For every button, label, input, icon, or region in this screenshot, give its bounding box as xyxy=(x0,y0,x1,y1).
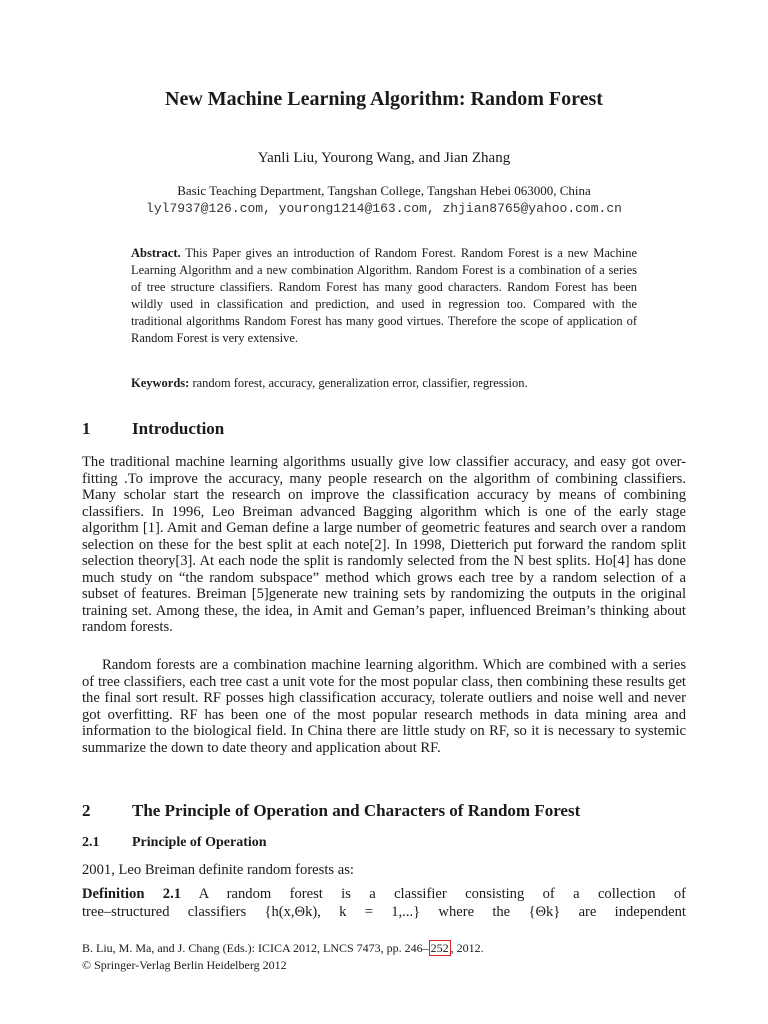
intro-paragraph-1: The traditional machine learning algorithms usually give low classifier accuracy, and easy got over-fitting .To improve the accuracy, many people research on the algorithm of combining classifiers. Many scholar start the research on improve the classification accuracy by means of combining classifiers. In 1996, Leo Breiman advanced Bagging algorithm which is one of the early stage algorithm [1]. Amit and Geman define a large number of geometric features and search over a random selection on these for the best split at each note[2]. In 1998, Dietterich put forward the random split selection theory[3]. At each node the split is randomly selected from the N best splits. Ho[4] has done much study on “the random subspace” method which grows each tree by a random selection of a subset of features. Breiman [5]generate new training sets by randomizing the outputs in the original training set. Among these, the idea, in Amit and Geman’s paper, influenced Breiman’s thinking about random forests. xyxy=(82,454,686,636)
section-2-number: 2 xyxy=(82,801,91,820)
paper-authors: Yanli Liu, Yourong Wang, and Jian Zhang xyxy=(257,150,511,166)
abstract-label: Abstract. xyxy=(131,246,181,260)
abstract-text: This Paper gives an introduction of Random Forest. Random Forest is a new Machine Learning Algorithm and a new combination Algorithm. Random Forest is a combination of a series of tree structure classifiers. Random Forest has many good characters. Random Forest has been wildly used in classification and prediction, and used in regression too. Compared with the traditional algorithms Random Forest has many good virtues. Therefore the scope of application of Random Forest is very extensive. xyxy=(131,246,637,345)
footer-citation xyxy=(82,940,686,957)
keywords-text: random forest, accuracy, generalization error, classifier, regression. xyxy=(192,376,528,390)
definition-line-1 xyxy=(82,886,686,903)
definition-text-a: A random forest is a classifier consisting of a collection of xyxy=(198,886,687,902)
keywords xyxy=(131,375,637,392)
definition-line-2 xyxy=(82,904,686,921)
footer-copyright: © Springer-Verlag Berlin Heidelberg 2012 xyxy=(82,958,287,972)
definition-text-c: where the xyxy=(438,904,511,920)
subsection-2-1-title: Principle of Operation xyxy=(132,835,267,850)
section-1-heading xyxy=(82,419,224,439)
abstract xyxy=(131,245,637,346)
citation-suffix: , 2012. xyxy=(450,941,484,955)
section-1-title: Introduction xyxy=(132,419,225,438)
section-1-number: 1 xyxy=(82,419,91,438)
page-link[interactable]: 252 xyxy=(430,941,449,955)
definition-label: Definition 2.1 xyxy=(82,886,182,902)
keywords-label: Keywords: xyxy=(131,376,190,390)
section-2-title: The Principle of Operation and Characters of Random Forest xyxy=(132,801,581,820)
author-emails: lyl7937@126.com, yourong1214@163.com, zhjian8765@yahoo.com.cn xyxy=(146,201,622,216)
section-2-heading xyxy=(82,801,580,821)
subsection-2-1-heading xyxy=(82,835,267,851)
definition-math-1: {h(x,Θk), k = 1,...} xyxy=(264,904,421,920)
intro-paragraph-2: Random forests are a combination machine learning algorithm. Which are combined with a series of tree classifiers, each tree cast a unit vote for the most popular class, then combining these results get the final sort result. RF posses high classification accuracy, tolerate outliers and noise well and never got overfitting. RF has been one of the most popular research methods in data mining area and information to the biological field. In China there are little study on RF, so it is necessary to systemic summarize the down to date theory and application about RF. xyxy=(82,657,686,756)
citation-text: B. Liu, M. Ma, and J. Chang (Eds.): ICICA 2012, LNCS 7473, pp. 246– xyxy=(82,941,429,955)
paper-affiliation: Basic Teaching Department, Tangshan College, Tangshan Hebei 063000, China xyxy=(177,183,591,198)
definition-intro: 2001, Leo Breiman definite random forests as: xyxy=(82,862,354,878)
definition-text-b: tree–structured classifiers xyxy=(82,904,247,920)
subsection-2-1-number: 2.1 xyxy=(82,835,100,850)
definition-math-2: {Θk} xyxy=(528,904,561,920)
paper-title: New Machine Learning Algorithm: Random Forest xyxy=(165,88,603,110)
footer xyxy=(82,940,686,974)
definition-text-d: are independent xyxy=(578,904,686,920)
